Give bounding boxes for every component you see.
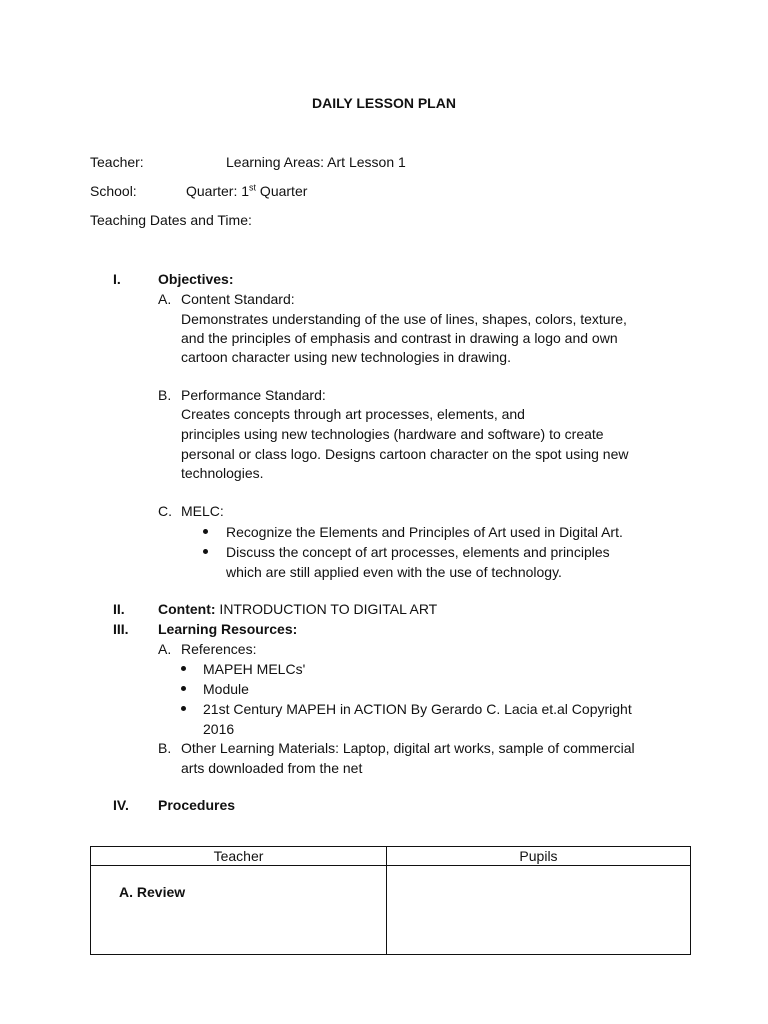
- quarter-prefix: Quarter: 1: [186, 183, 250, 199]
- melc-item-continued: which are still applied even with the use of technology.: [226, 564, 562, 580]
- content-standard-label: Content Standard:: [181, 291, 295, 307]
- performance-standard-letter: B.: [158, 387, 172, 403]
- teacher-cell: [91, 866, 387, 955]
- other-materials-line: Other Learning Materials: Laptop, digital art works, sample of commercial: [181, 740, 635, 756]
- content-value: INTRODUCTION TO DIGITAL ART: [215, 601, 438, 617]
- melc-letter: C.: [158, 503, 172, 519]
- reference-item: MAPEH MELCs': [203, 661, 306, 677]
- other-materials-line: arts downloaded from the net: [181, 760, 363, 776]
- column-header-pupils: Pupils: [387, 847, 691, 866]
- performance-standard-line: personal or class logo. Designs cartoon character on the spot using new: [181, 446, 629, 462]
- learning-resources-heading: Learning Resources:: [158, 621, 298, 637]
- page-title: DAILY LESSON PLAN: [312, 95, 456, 111]
- references-label: References:: [181, 641, 257, 657]
- content-line: [158, 600, 437, 618]
- column-header-teacher: Teacher: [91, 847, 387, 866]
- table-row: [91, 866, 691, 955]
- teacher-label: Teacher:: [90, 154, 144, 170]
- learning-areas: Learning Areas: Art Lesson 1: [226, 154, 406, 170]
- content-standard-line: cartoon character using new technologies in drawing.: [181, 349, 511, 365]
- reference-item-continued: 2016: [203, 721, 235, 737]
- bullet-icon: [203, 549, 208, 554]
- quarter-field: [186, 182, 307, 200]
- content-label: Content:: [158, 601, 216, 617]
- objectives-heading: Objectives:: [158, 271, 234, 287]
- melc-label: MELC:: [181, 503, 224, 519]
- objectives-numeral: I.: [113, 271, 121, 287]
- quarter-ordinal: st: [249, 182, 257, 193]
- procedures-heading: Procedures: [158, 797, 236, 813]
- procedures-table: [90, 846, 691, 955]
- performance-standard-line: technologies.: [181, 465, 264, 481]
- performance-standard-label: Performance Standard:: [181, 387, 326, 403]
- bullet-icon: [181, 686, 186, 691]
- melc-item: Recognize the Elements and Principles of Art used in Digital Art.: [226, 524, 623, 540]
- performance-standard-line: principles using new technologies (hardware and software) to create: [181, 426, 604, 442]
- content-standard-line: and the principles of emphasis and contrast in drawing a logo and own: [181, 330, 618, 346]
- references-letter: A.: [158, 641, 172, 657]
- teaching-dates-label: Teaching Dates and Time:: [90, 212, 252, 228]
- pupils-cell: [387, 866, 691, 955]
- quarter-suffix: Quarter: [256, 183, 308, 199]
- reference-item: 21st Century MAPEH in ACTION By Gerardo C. Lacia et.al Copyright: [203, 701, 632, 717]
- performance-standard-line: Creates concepts through art processes, elements, and: [181, 406, 525, 422]
- reference-item: Module: [203, 681, 249, 697]
- bullet-icon: [203, 529, 208, 534]
- other-materials-letter: B.: [158, 740, 172, 756]
- table-header-row: [91, 847, 691, 866]
- procedures-numeral: IV.: [113, 797, 129, 813]
- school-label: School:: [90, 183, 137, 199]
- content-standard-letter: A.: [158, 291, 172, 307]
- bullet-icon: [181, 706, 186, 711]
- content-numeral: II.: [113, 601, 125, 617]
- review-label: A. Review: [119, 884, 186, 900]
- bullet-icon: [181, 666, 186, 671]
- melc-item: Discuss the concept of art processes, elements and principles: [226, 544, 610, 560]
- content-standard-line: Demonstrates understanding of the use of lines, shapes, colors, texture,: [181, 311, 627, 327]
- learning-resources-numeral: III.: [113, 621, 129, 637]
